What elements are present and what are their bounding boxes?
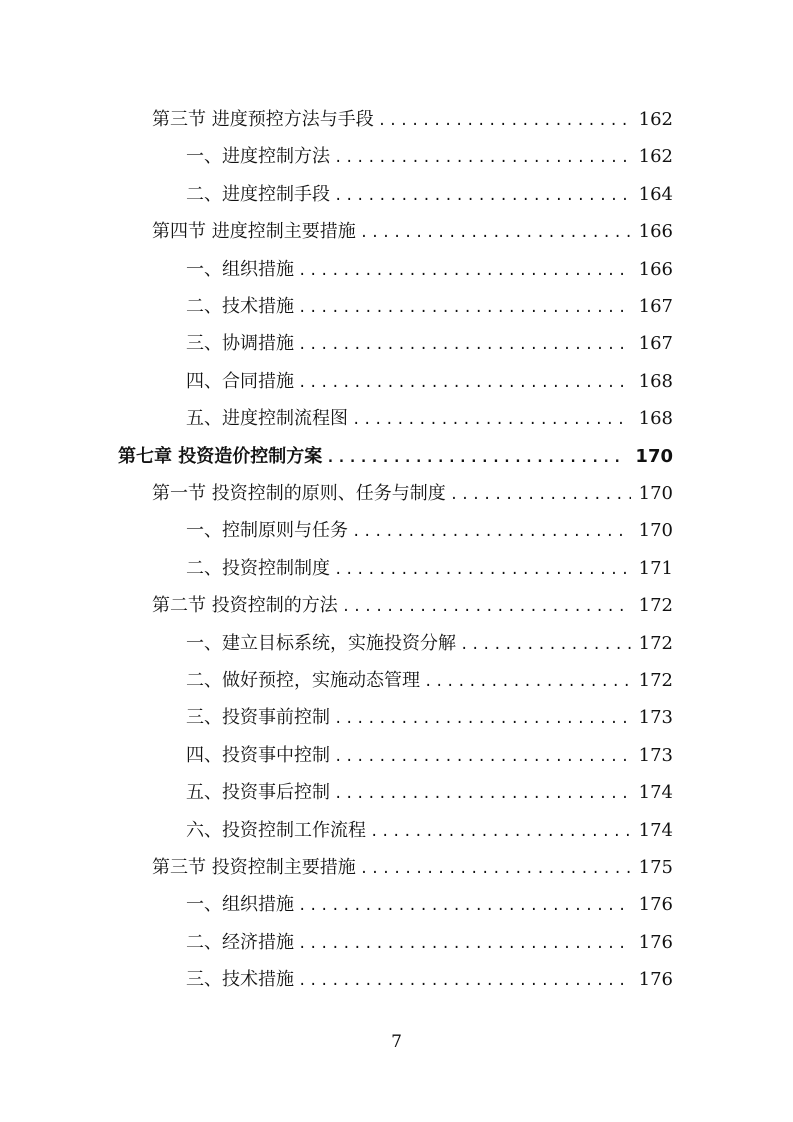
- toc-entry[interactable]: [152, 475, 673, 512]
- toc-entry[interactable]: [186, 662, 673, 699]
- toc-leader-dots: [334, 776, 631, 813]
- toc-entry-label: 第七章 投资造价控制方案: [118, 445, 323, 467]
- toc-leader-dots: [334, 701, 631, 738]
- toc-leader-dots: [360, 851, 631, 888]
- toc-entry[interactable]: [186, 325, 673, 362]
- toc-leader-dots: [370, 814, 631, 851]
- toc-leader-dots: [342, 589, 631, 626]
- toc-leader-dots: [334, 552, 631, 589]
- toc-entry-page: 162: [638, 146, 673, 168]
- toc-leader-dots: [352, 514, 631, 551]
- toc-entry[interactable]: [186, 961, 673, 998]
- toc-entry[interactable]: [186, 550, 673, 587]
- toc-entry[interactable]: [186, 924, 673, 961]
- toc-entry[interactable]: [152, 213, 673, 250]
- toc-entry-page: 168: [638, 370, 673, 392]
- toc-entry[interactable]: [186, 288, 673, 325]
- toc-entry[interactable]: [186, 625, 673, 662]
- toc-entry-page: 172: [638, 670, 673, 691]
- toc-entry-label: 三、协调措施: [186, 333, 294, 355]
- toc-entry[interactable]: [118, 438, 673, 475]
- toc-entry-label: 二、进度控制手段: [186, 183, 330, 205]
- toc-entry-page: 170: [638, 483, 673, 504]
- toc-entry-page: 170: [635, 445, 673, 467]
- toc-leader-dots: [360, 215, 631, 252]
- toc-entry-page: 162: [638, 109, 673, 130]
- toc-leader-dots: [326, 440, 627, 477]
- toc-entry[interactable]: [186, 363, 673, 400]
- toc-leader-dots: [298, 253, 631, 290]
- toc-entry-label: 四、合同措施: [186, 370, 294, 392]
- toc-entry[interactable]: [186, 400, 673, 437]
- toc-leader-dots: [352, 402, 631, 439]
- toc-entry-page: 172: [638, 595, 673, 617]
- toc-entry-label: 第四节 进度控制主要措施: [152, 221, 356, 243]
- toc-entry[interactable]: [186, 812, 673, 849]
- toc-leader-dots: [424, 664, 631, 701]
- toc-entry-page: 174: [638, 819, 673, 841]
- toc-leader-dots: [298, 926, 631, 963]
- toc-leader-dots: [298, 365, 631, 402]
- toc-entry-label: 五、投资事后控制: [186, 782, 330, 804]
- toc-leader-dots: [298, 888, 631, 925]
- toc-entry-page: 166: [638, 258, 673, 280]
- toc-entry-label: 一、控制原则与任务: [186, 520, 348, 542]
- toc-entry-label: 一、组织措施: [186, 258, 294, 280]
- toc-entry-page: 168: [638, 408, 673, 430]
- toc-entry-label: 六、投资控制工作流程: [186, 819, 366, 841]
- toc-entry-label: 一、组织措施: [186, 894, 294, 916]
- toc-entry-page: 167: [638, 296, 673, 317]
- toc-leader-dots: [334, 739, 631, 776]
- toc-entry-label: 第三节 投资控制主要措施: [152, 857, 356, 878]
- toc-leader-dots: [298, 290, 631, 327]
- toc-entry-label: 一、进度控制方法: [186, 146, 330, 168]
- toc-entry-page: 170: [638, 520, 673, 542]
- toc-entry-label: 二、经济措施: [186, 931, 294, 953]
- toc-entry-label: 第二节 投资控制的方法: [152, 595, 338, 617]
- toc-entry-label: 二、投资控制制度: [186, 557, 330, 579]
- toc-entry[interactable]: [152, 849, 673, 886]
- toc-entry-page: 171: [638, 557, 673, 579]
- toc-entry-label: 第三节 进度预控方法与手段: [152, 109, 374, 130]
- toc-entry-page: 164: [638, 183, 673, 205]
- toc-entry-page: 172: [638, 632, 673, 654]
- toc-entry-label: 一、建立目标系统，实施投资分解: [186, 632, 456, 654]
- toc-entry[interactable]: [186, 512, 673, 549]
- toc-leader-dots: [298, 327, 631, 364]
- toc-entry-page: 176: [638, 969, 673, 991]
- toc-entry-page: 176: [638, 894, 673, 916]
- toc-entry-page: 174: [638, 782, 673, 804]
- toc-entry-label: 第一节 投资控制的原则、任务与制度: [152, 483, 446, 504]
- toc-entry-label: 五、进度控制流程图: [186, 408, 348, 430]
- toc-entry-label: 二、技术措施: [186, 296, 294, 317]
- toc-entry-page: 176: [638, 931, 673, 953]
- toc-entry-label: 三、投资事前控制: [186, 707, 330, 729]
- toc-leader-dots: [378, 103, 631, 140]
- toc-leader-dots: [460, 627, 631, 664]
- toc-entry-label: 二、做好预控，实施动态管理: [186, 670, 420, 691]
- toc-entry-page: 175: [638, 857, 673, 878]
- toc-entry[interactable]: [152, 587, 673, 624]
- toc-entry[interactable]: [186, 774, 673, 811]
- toc-entry[interactable]: [186, 176, 673, 213]
- toc-entry[interactable]: [186, 699, 673, 736]
- toc-entry-label: 三、技术措施: [186, 969, 294, 991]
- toc-entry-page: 173: [638, 707, 673, 729]
- toc-entry-page: 167: [638, 333, 673, 355]
- toc-entry[interactable]: [186, 138, 673, 175]
- toc-entry[interactable]: [152, 101, 673, 138]
- toc-leader-dots: [334, 178, 631, 215]
- toc-leader-dots: [298, 963, 631, 1000]
- toc-entry-page: 166: [638, 221, 673, 243]
- page-number: 7: [391, 1032, 402, 1052]
- toc-entry[interactable]: [186, 886, 673, 923]
- toc-entry-label: 四、投资事中控制: [186, 744, 330, 766]
- toc-entry[interactable]: [186, 737, 673, 774]
- toc-leader-dots: [450, 477, 631, 514]
- toc-leader-dots: [334, 140, 631, 177]
- toc-entry-page: 173: [638, 744, 673, 766]
- toc-entry[interactable]: [186, 251, 673, 288]
